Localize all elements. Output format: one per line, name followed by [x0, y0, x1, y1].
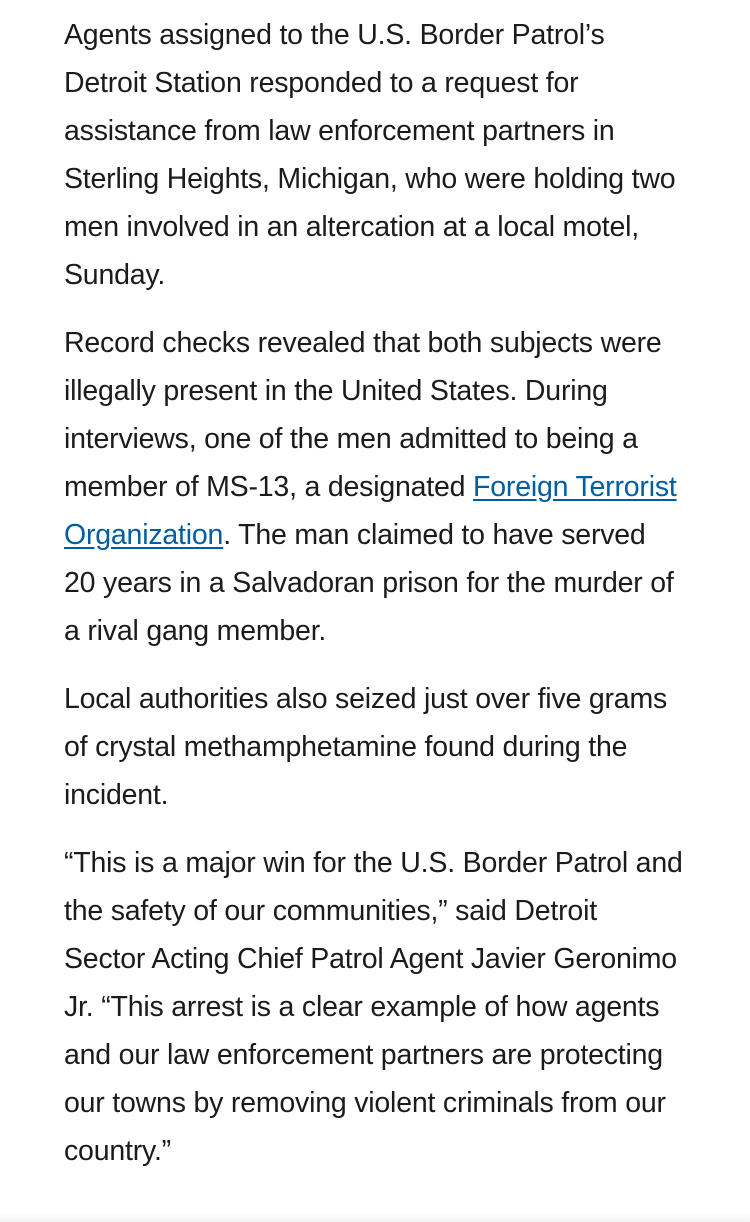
- article-body: [64, 11, 684, 1195]
- foreign-terrorist-organization-link[interactable]: Foreign Terrorist Organization: [64, 471, 677, 551]
- paragraph-record-checks-text: Record checks revealed that both subjects were illegally present in the United States. During interviews, one of the men admitted to being a member of MS-13, a designated: [64, 327, 662, 503]
- paragraph-methamphetamine-seizure: Local authorities also seized just over five grams of crystal methamphetamine found during the incident.: [64, 683, 668, 811]
- paragraph-detroit-station-response: Agents assigned to the U.S. Border Patrol’s Detroit Station responded to a request for assistance from law enforcement partners in Sterling Heights, Michigan, who were holding two men involved in an altercation at a local motel, Sunday.: [64, 19, 676, 291]
- paragraph-record-checks: [64, 319, 684, 655]
- paragraph-record-checks-text-continued: . The man claimed to have served 20 years in a Salvadoran prison for the murder of a rival gang member.: [64, 519, 674, 647]
- paragraph-chief-quote: “This is a major win for the U.S. Border Patrol and the safety of our communities,” said Detroit Sector Acting Chief Patrol Agent Javier Geronimo Jr. “This arrest is a clear example of how agents and our law enforcement partners are protecting our towns by removing violent criminals from our country.”: [64, 847, 683, 1167]
- bottom-fade: [0, 1212, 750, 1222]
